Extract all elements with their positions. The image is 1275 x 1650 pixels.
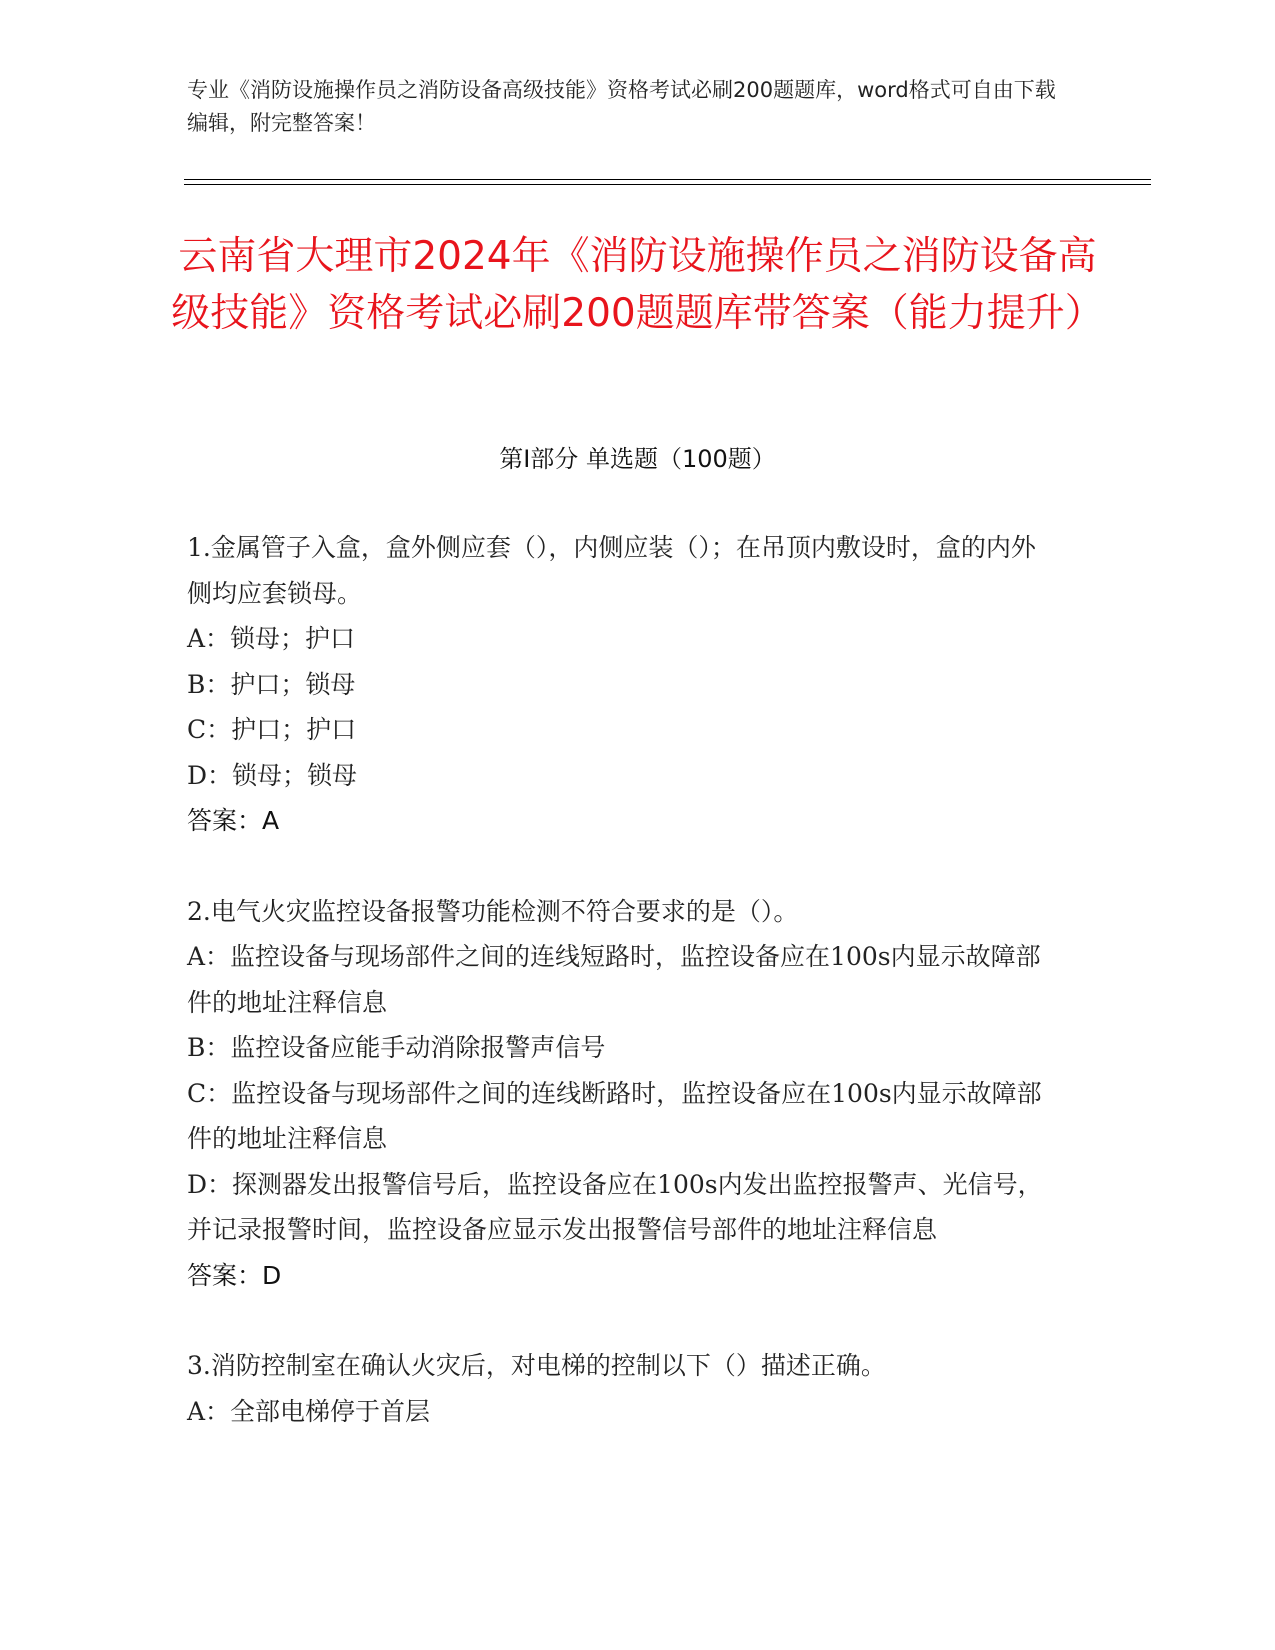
header-divider-bottom — [184, 184, 1151, 185]
question-stem: 1.金属管子入盒，盒外侧应套（），内侧应装（）；在吊顶内敷设时，盒的内外侧均应套锁母。 — [187, 533, 1036, 608]
option-d: D：锁母；锁母 — [187, 760, 358, 790]
question-2 — [187, 889, 1057, 1299]
option-c: C：护口；护口 — [187, 715, 357, 744]
question-stem: 2.电气火灾监控设备报警功能检测不符合要求的是（）。 — [187, 896, 799, 926]
question-stem: 3.消防控制室在确认火灾后，对电梯的控制以下（）描述正确。 — [187, 1351, 886, 1380]
option-a: A：全部电梯停于首层 — [187, 1396, 431, 1426]
option-a: A：监控设备与现场部件之间的连线短路时，监控设备应在100s内显示故障部件的地址注释信息 — [187, 942, 1041, 1017]
section-heading: 第I部分 单选题（100题） — [499, 445, 776, 473]
option-b: B：监控设备应能手动消除报警声信号 — [187, 1033, 606, 1062]
question-list — [187, 525, 1057, 1479]
question-1 — [187, 525, 1057, 844]
answer: 答案：D — [187, 1260, 282, 1290]
option-a: A：锁母；护口 — [187, 624, 356, 653]
question-3 — [187, 1343, 1057, 1434]
option-b: B：护口；锁母 — [187, 669, 356, 699]
header-note: 专业《消防设施操作员之消防设备高级技能》资格考试必刷200题题库，word格式可自由下载编辑，附完整答案！ — [187, 78, 1056, 135]
option-c: C：监控设备与现场部件之间的连线断路时，监控设备应在100s内显示故障部件的地址注释信息 — [187, 1078, 1042, 1153]
document-title: 云南省大理市2024年《消防设施操作员之消防设备高级技能》资格考试必刷200题题库带答案（能力提升） — [171, 234, 1104, 336]
header-divider-top — [184, 179, 1151, 180]
answer: 答案：A — [187, 806, 280, 835]
option-d: D：探测器发出报警信号后，监控设备应在100s内发出监控报警声、光信号，并记录报警时间，监控设备应显示发出报警信号部件的地址注释信息 — [187, 1169, 1043, 1244]
